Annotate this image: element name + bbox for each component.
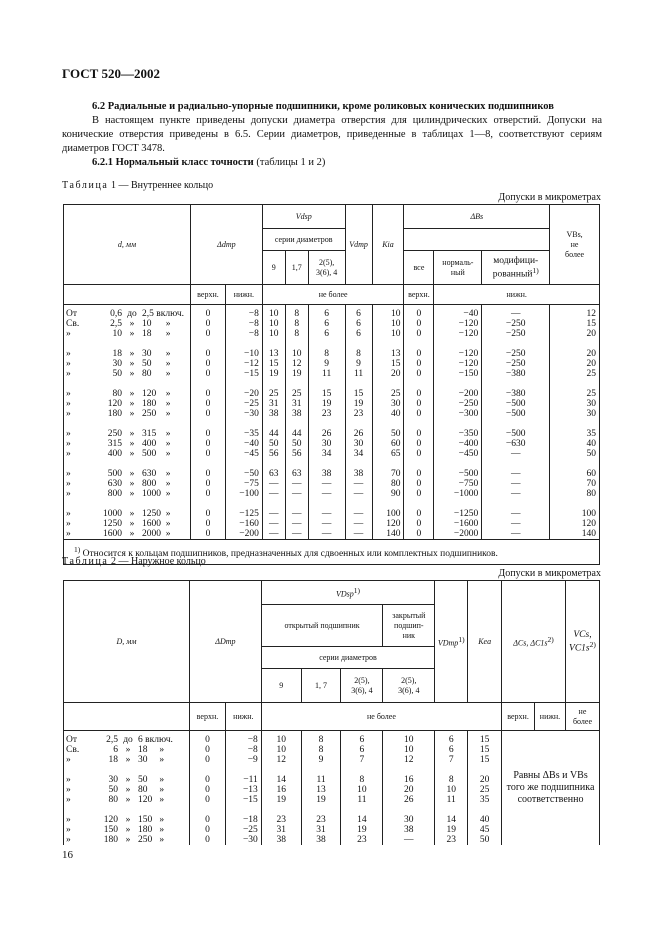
t2-h-dcs-sup: 2) <box>547 634 554 644</box>
t1-d-to-word: до » » » » » » » » » » » » » » » » » <box>127 309 137 539</box>
table2 <box>63 580 600 845</box>
t2-h-lower2: нижн. <box>535 703 566 731</box>
table2-caption <box>62 556 206 567</box>
t2-col-vdmp: 6 6 7 8 10 11 14 19 23 <box>435 731 468 846</box>
t1-d-to: 2,5 включ. 10 » 18 » 30 » 50 » 80 » 120 » 180 » 250 » 315 » 400 » 500 » 630 » 800 » 1000 » 1250 » 1600 » 2000 » <box>142 309 184 539</box>
t1-h-modified: модифици- рованный <box>492 255 539 280</box>
t2-col-v9: 10 10 12 14 16 19 23 31 38 <box>261 731 301 846</box>
t1-h-normal: нормаль- ный <box>434 251 482 285</box>
table2-caption-rest: 2 — Наружное кольцо <box>108 556 206 567</box>
t2-h-lower: нижн. <box>225 703 261 731</box>
subsection-title <box>62 156 602 170</box>
section-paragraph: В настоящем пункте приведены допуски диаметра отверстия для цилиндрических отверстий. Допуски на конические отверстия приведены в 6.5. Серии диаметров, приведенные в таблицах 1—8, соответствуют сериям диаметров ГОСТ 3478. <box>62 115 602 154</box>
subsection-title-bold: 6.2.1 Нормальный класс точности <box>92 157 254 168</box>
t1-h-s17: 1,7 <box>285 251 308 285</box>
table1-caption <box>62 180 213 191</box>
t2-h-vdmp-sup: 1) <box>458 634 465 644</box>
t2-h-not-more: не более <box>261 703 501 731</box>
t2-h-not-more2: не более <box>565 703 599 731</box>
section-title: 6.2 Радиальные и радиально-упорные подшипники, кроме роликовых конических подшипников <box>92 101 554 112</box>
t1-h-kia: Kia <box>372 205 404 285</box>
t2-h-s2: 2(5), 3(6), 4 <box>341 669 383 703</box>
t1-h-lower: нижн. <box>225 285 262 305</box>
t2-h-vcs-sup: 2) <box>589 639 596 649</box>
t2-h-s17: 1, 7 <box>301 669 341 703</box>
t2-h-delta-dmp: ΔDmp <box>189 581 261 703</box>
t1-col-bs-upper: 0 0 0 0 0 0 0 0 0 0 0 0 0 0 0 0 0 0 <box>404 305 434 540</box>
t2-h-vdmp-cell <box>435 581 468 703</box>
t2-h-closed: закрытый подшип- ник <box>383 605 435 647</box>
t2-h-vdsp: VDsp <box>336 589 354 599</box>
document-header: ГОСТ 520—2002 <box>62 66 161 81</box>
t1-d-from: 0,6 2,5 10 18 30 50 80 120 180 250 315 400 500 630 800 1000 1250 1600 <box>103 309 122 539</box>
t1-h-vbs: VBs, не более <box>550 205 600 285</box>
t1-h-vdmp: Vdmp <box>345 205 372 285</box>
t2-h-vcs-cell <box>565 581 599 703</box>
t2-h-vdsp-sup: 1) <box>353 585 361 595</box>
t1-col-upper: 0 0 0 0 0 0 0 0 0 0 0 0 0 0 0 0 0 0 <box>191 305 226 540</box>
t1-col-v9: 10 10 10 13 15 19 25 31 38 44 50 56 63 — — — — — <box>262 305 285 540</box>
t2-d-to: 6 включ. 18 » 30 » 50 » 80 » 120 » 150 » 180 » 250 » <box>138 735 173 845</box>
t2-col-D <box>64 731 190 846</box>
t2-h-vdmp: VDmp <box>437 638 459 648</box>
t2-h-open: открытый подшипник <box>261 605 383 647</box>
t2-h-D: D, мм <box>64 581 190 703</box>
t2-d-prefix: От Св. » » » » » » » <box>66 735 80 845</box>
subsection-title-rest: (таблицы 1 и 2) <box>253 157 326 168</box>
t1-col-vbs: 12 15 20 20 20 25 25 30 30 35 40 50 60 70 80 100 120 140 <box>550 305 600 540</box>
t1-col-bs-modified: — −250 −250 −250 −250 −380 −380 −500 −500 −500 −630 — — — — — — — <box>482 305 550 540</box>
t1-col-vdmp: 6 6 6 8 9 11 15 19 23 26 30 34 38 — — — — — <box>345 305 372 540</box>
t1-h-s2: 2(5), 3(6), 4 <box>308 251 345 285</box>
t1-h-modified-cell <box>482 251 550 285</box>
t2-h-dcs: ΔCs, ΔC1s <box>513 638 548 648</box>
page-number: 16 <box>62 849 73 861</box>
table2-caption-word: Таблица <box>62 556 109 567</box>
t1-col-lower: −8 −8 −8 −10 −12 −15 −20 −25 −30 −35 −40 −45 −50 −75 −100 −125 −160 −200 <box>225 305 262 540</box>
t1-col-kia: 10 10 10 13 15 20 25 30 40 50 60 65 70 80 90 100 120 140 <box>372 305 404 540</box>
t1-h-upper: верхн. <box>191 285 226 305</box>
t2-h-upper: верхн. <box>189 703 225 731</box>
t1-h-modified-sup: 1) <box>532 265 539 275</box>
t2-col-v2: 6 6 7 8 10 11 14 19 23 <box>341 731 383 846</box>
t1-h-upper2: верхн. <box>404 285 434 305</box>
t2-col-vclosed: 10 10 12 16 20 26 30 38 — <box>383 731 435 846</box>
t1-h-s9: 9 <box>262 251 285 285</box>
t1-h-vdsp: Vdsp <box>262 205 345 229</box>
t1-col-v2: 6 6 6 8 9 11 15 19 23 26 30 34 38 — — — — — <box>308 305 345 540</box>
t1-h-d: d, мм <box>64 205 191 285</box>
t2-d-to-word: до » » » » » » » » <box>123 735 133 845</box>
table1-caption-rest: 1 — Внутреннее кольцо <box>108 180 214 191</box>
table1-units: Допуски в микрометрах <box>498 192 601 203</box>
t2-d-from: 2,5 6 18 30 50 80 120 150 180 <box>103 735 118 845</box>
t2-h-vcs: VCs, VC1s <box>569 629 592 654</box>
t1-h-series: серии диаметров <box>262 229 345 251</box>
t1-h-delta-bs: ΔBs <box>404 205 550 229</box>
t2-col-lower: −8 −8 −9 −11 −13 −15 −18 −25 −30 <box>225 731 261 846</box>
t1-h-not-more: не более <box>262 285 404 305</box>
t1-col-bs-normal: −40 −120 −120 −120 −120 −150 −200 −250 −300 −350 −400 −450 −500 −750 −1000 −1250 −1600 −2000 <box>434 305 482 540</box>
t1-h-lower2: нижн. <box>434 285 600 305</box>
t1-h-delta-dmp: Δdmp <box>191 205 263 285</box>
t1-footnote-text: Относится к кольцам подшипников, предназначенных для сдвоенных или комплектных подшипников. <box>80 549 498 560</box>
t2-h-vdsp-cell <box>261 581 434 605</box>
t2-h-series: серии диаметров <box>261 647 434 669</box>
t2-col-equal: Равны ΔBs и VBs того же подшипника соответственно <box>502 731 600 846</box>
t2-col-v17: 8 8 9 11 13 19 23 31 38 <box>301 731 341 846</box>
t2-h-kea: Kea <box>468 581 502 703</box>
table1 <box>63 204 600 565</box>
t2-h-s9: 9 <box>261 669 301 703</box>
t2-h-upper2: верхн. <box>502 703 535 731</box>
t1-col-v17: 8 8 8 10 12 19 25 31 38 44 50 56 63 — — — — — <box>285 305 308 540</box>
t2-h-s2b: 2(5), 3(6), 4 <box>383 669 435 703</box>
t1-d-prefix: От Св. » » » » » » » » » » » » » » » » <box>66 309 80 539</box>
table2-units: Допуски в микрометрах <box>498 568 601 579</box>
table1-caption-word: Таблица <box>62 180 109 191</box>
t1-col-d <box>64 305 191 540</box>
t2-h-dcs-cell <box>502 581 566 703</box>
t2-col-kea: 15 15 15 20 25 35 40 45 50 <box>468 731 502 846</box>
t2-col-upper: 0 0 0 0 0 0 0 0 0 <box>189 731 225 846</box>
t1-footnote-sup: 1) <box>74 545 81 554</box>
t1-h-all: все <box>404 251 434 285</box>
